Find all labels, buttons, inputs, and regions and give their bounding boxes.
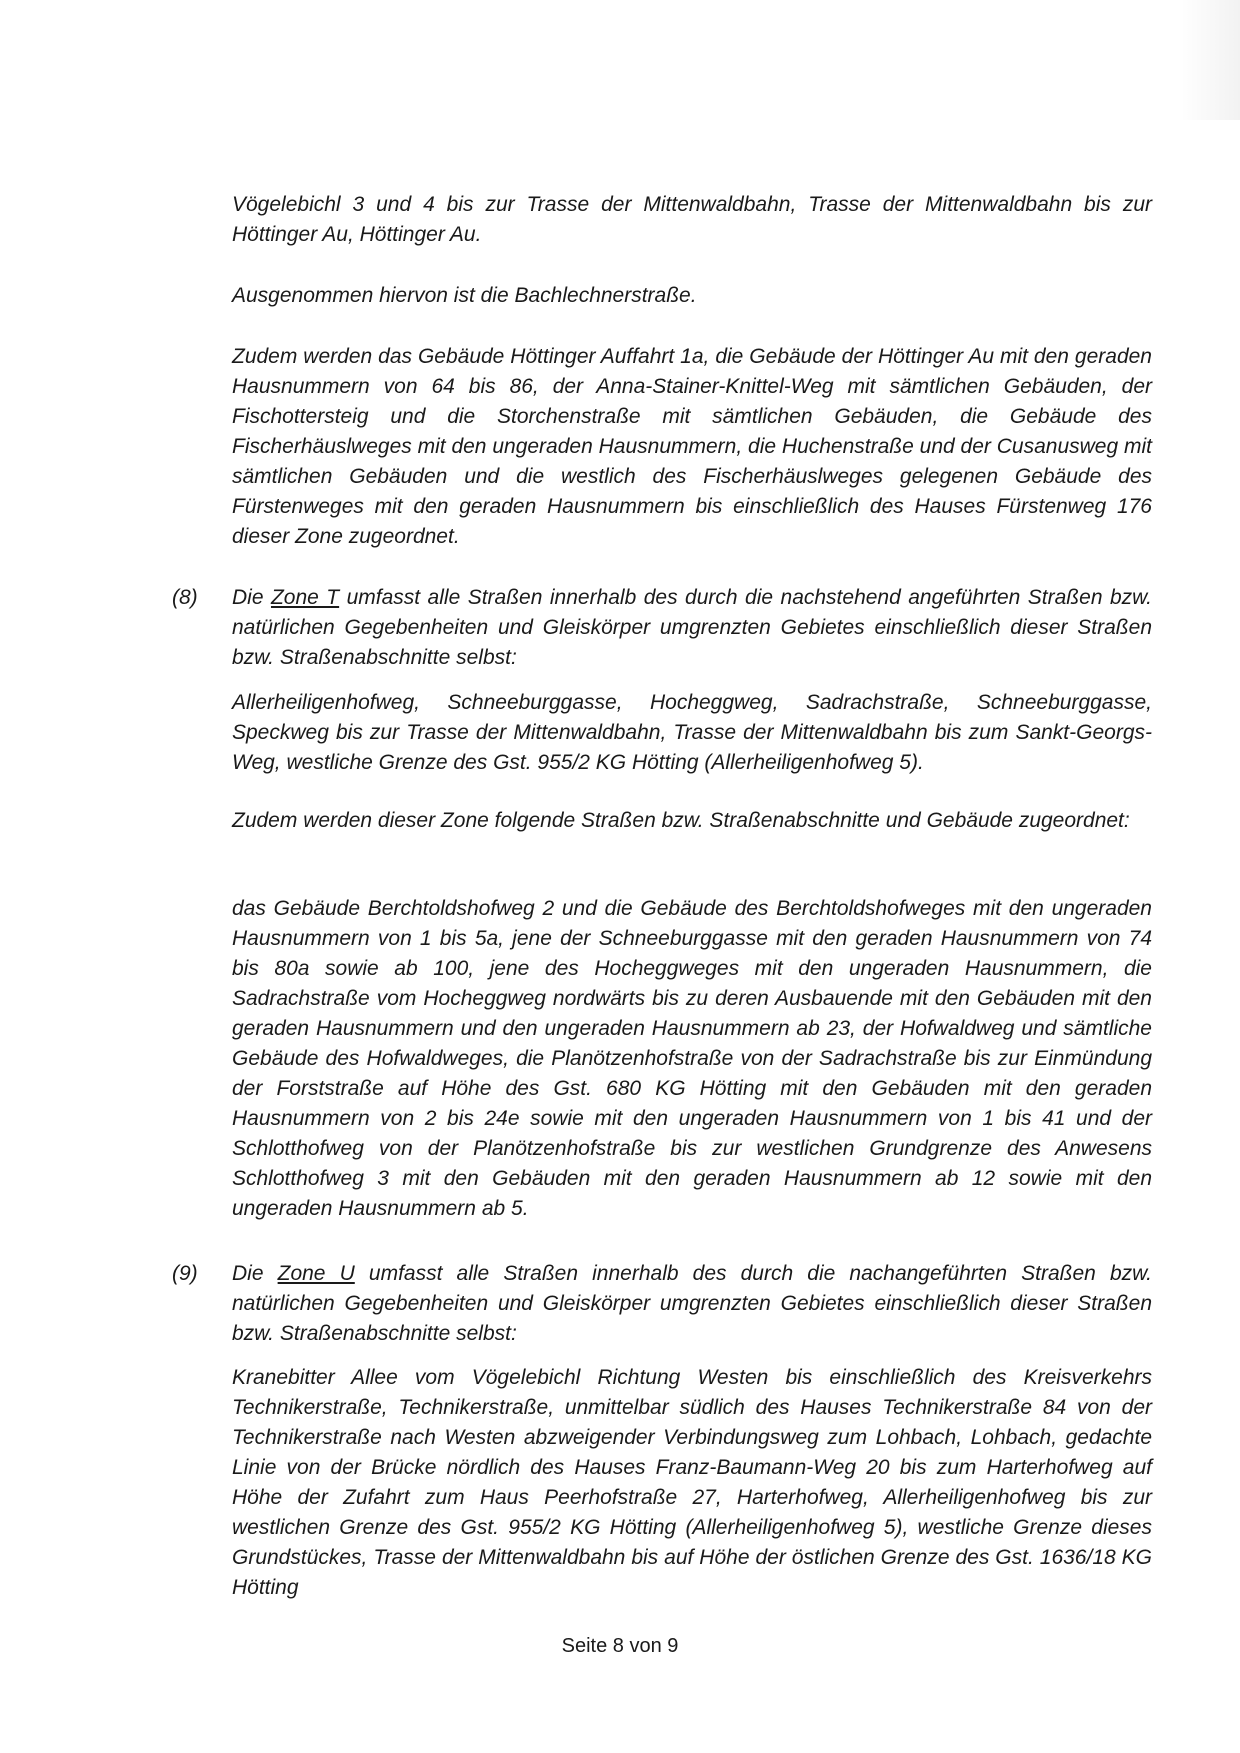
zone-u-label: Zone U (277, 1262, 355, 1285)
section-8-intro-before: Die (232, 586, 271, 609)
section-8-additional: das Gebäude Berchtoldshofweg 2 und die Gebäude des Berchtoldshofweges mit den ungeraden Hausnummern von 1 bis 5a, jene der Schneeburggasse mit den geraden Hausnummern von 74 bis 80a sowie ab 100, jene des Hocheggweges mit den ungeraden Hausnummern, die Sadrachstraße vom Hocheggweg nordwärts bis zu deren Ausbauende mit den Gebäuden mit den geraden Hausnummern und den ungeraden Hausnummern ab 23, der Hofwaldweg und sämtliche Gebäude des Hofwaldweges, die Planötzenhofstraße von der Sadrachstraße bis zur Einmündung der Forststraße auf Höhe des Gst. 680 KG Hötting mit den Gebäuden mit den geraden Hausnummern von 2 bis 24e sowie mit den ungeraden Hausnummern von 1 bis 41 und der Schlotthofweg von der Planötzenhofstraße bis zur westlichen Grundgrenze des Anwesens Schlotthofweg 3 mit den Gebäuden mit den geraden Hausnummern ab 12 sowie mit den ungeraden Hausnummern ab 5. (232, 897, 1152, 1220)
paragraph-continuation: Vögelebichl 3 und 4 bis zur Trasse der Mittenwaldbahn, Trasse der Mittenwaldbahn bis zur Höttinger Au, Höttinger Au. (232, 193, 1152, 246)
section-9-intro (232, 1259, 1152, 1349)
scan-edge-shadow (1180, 0, 1240, 120)
zone-t-label: Zone T (270, 586, 340, 609)
section-8-additional-intro: Zudem werden dieser Zone folgende Straßen bzw. Straßenabschnitte und Gebäude zugeordnet: (232, 809, 1130, 832)
page-number-footer: Seite 8 von 9 (561, 1635, 679, 1657)
section-8-intro (232, 583, 1152, 673)
section-9-boundary: Kranebitter Allee vom Vögelebichl Richtung Westen bis einschließlich des Kreisverkehrs Technikerstraße, Technikerstraße, unmittelbar südlich des Hauses Technikerstraße 84 von der Technikerstraße nach Westen abzweigender Verbindungsweg zum Lohbach, Lohbach, gedachte Linie von der Brücke nördlich des Hauses Franz-Baumann-Weg 20 bis zum Harterhofweg auf Höhe der Zufahrt zum Haus Peerhofstraße 27, Harterhofweg, Allerheiligenhofweg bis zur westlichen Grenze des Gst. 955/2 KG Hötting (Allerheiligenhofweg 5), westliche Grenze dieses Grundstückes, Trasse der Mittenwaldbahn bis auf Höhe der östlichen Grenze des Gst. 1636/18 KG Hötting (232, 1366, 1152, 1599)
section-8-number: (8) (172, 586, 198, 609)
section-8-boundary: Allerheiligenhofweg, Schneeburggasse, Hocheggweg, Sadrachstraße, Schneeburggasse, Speckweg bis zur Trasse der Mittenwaldbahn, Trasse der Mittenwaldbahn bis zum Sankt-Georgs-Weg, westliche Grenze des Gst. 955/2 KG Hötting (Allerheiligenhofweg 5). (232, 691, 1152, 774)
section-9-intro-after: umfasst alle Straßen innerhalb des durch die nachangeführten Straßen bzw. natürlichen Gegebenheiten und Gleiskörper umgrenzten Gebietes einschließlich dieser Straßen bzw. Straßenabschnitte selbst: (232, 1262, 1152, 1345)
section-9-number: (9) (172, 1262, 198, 1285)
section-8-intro-after: umfasst alle Straßen innerhalb des durch die nachstehend angeführten Straßen bzw. natürlichen Gegebenheiten und Gleiskörper umgrenzten Gebietes einschließlich dieser Straßen bzw. Straßenabschnitte selbst: (232, 586, 1152, 669)
paragraph-exception: Ausgenommen hiervon ist die Bachlechnerstraße. (232, 284, 697, 307)
section-9-intro-before: Die (232, 1262, 278, 1285)
paragraph-additional-buildings: Zudem werden das Gebäude Höttinger Auffahrt 1a, die Gebäude der Höttinger Au mit den geraden Hausnummern von 64 bis 86, der Anna-Stainer-Knittel-Weg mit sämtlichen Gebäuden, der Fischottersteig und die Storchenstraße mit sämtlichen Gebäuden, die Gebäude des Fischerhäuslweges mit den ungeraden Hausnummern, die Huchenstraße und der Cusanusweg mit sämtlichen Gebäuden und die westlich des Fischerhäuslweges gelegenen Gebäude des Fürstenweges mit den geraden Hausnummern bis einschließlich des Hauses Fürstenweg 176 dieser Zone zugeordnet. (232, 345, 1152, 548)
